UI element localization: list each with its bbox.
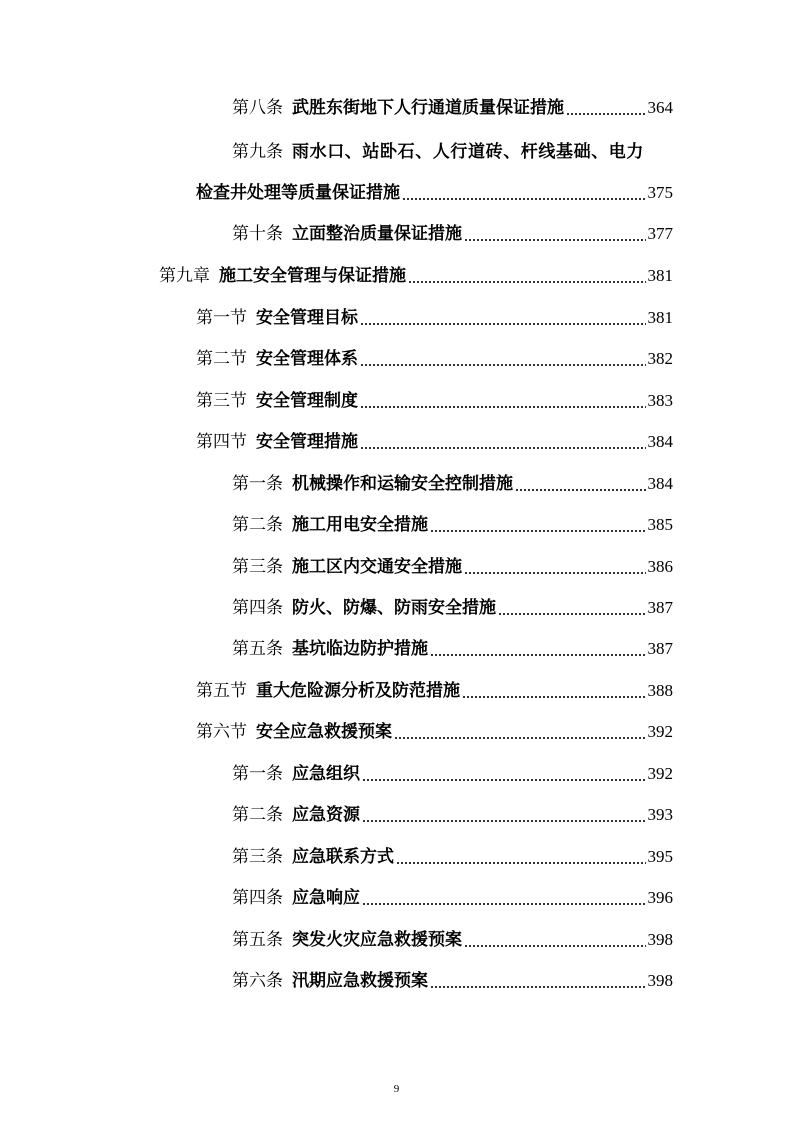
toc-entry[interactable] — [232, 804, 673, 826]
toc-entry[interactable] — [232, 141, 673, 163]
toc-entry-page: 396 — [647, 888, 673, 907]
toc-entry-page: 398 — [647, 930, 673, 949]
toc-entry-title: 应急组织 — [292, 764, 360, 784]
dot-leader — [464, 572, 646, 574]
page-number: 9 — [393, 1083, 400, 1095]
dot-leader — [464, 239, 646, 241]
toc-entry-title: 施工用电安全措施 — [292, 515, 428, 535]
dot-leader — [408, 281, 646, 283]
dot-leader — [566, 113, 646, 115]
toc-entry[interactable] — [196, 348, 673, 370]
toc-entry-number: 第一节 — [196, 308, 247, 328]
toc-entry-title: 武胜东街地下人行通道质量保证措施 — [292, 98, 564, 118]
toc-entry[interactable] — [232, 929, 673, 951]
toc-entry-number: 第三条 — [232, 557, 283, 577]
toc-entry-page: 398 — [647, 971, 673, 990]
toc-entry-number: 第二条 — [232, 515, 283, 535]
dot-leader — [430, 986, 646, 988]
toc-entry[interactable] — [196, 680, 673, 702]
dot-leader — [464, 945, 646, 947]
toc-entry-number: 第一条 — [232, 474, 283, 494]
toc-entry-title: 重大危险源分析及防范措施 — [256, 681, 460, 701]
toc-entry-title: 突发火灾应急救援预案 — [292, 930, 462, 950]
toc-entry-number: 第六节 — [196, 722, 247, 742]
toc-entry-page: 385 — [647, 515, 673, 534]
toc-entry-title: 应急响应 — [292, 888, 360, 908]
toc-entry-number: 第九条 — [232, 142, 283, 162]
toc-entry-page: 388 — [647, 681, 673, 700]
toc-entry-number: 第五条 — [232, 639, 283, 659]
dot-leader — [394, 737, 646, 739]
toc-entry-title: 汛期应急救援预案 — [292, 971, 428, 991]
toc-entry-page: 387 — [647, 639, 673, 658]
toc-entry-page: 382 — [647, 349, 673, 368]
dot-leader — [362, 779, 646, 781]
toc-entry-page: 392 — [647, 722, 673, 741]
toc-entry[interactable] — [232, 97, 673, 119]
toc-entry[interactable] — [232, 887, 673, 909]
toc-entry[interactable] — [232, 223, 673, 245]
toc-entry-page: 384 — [647, 474, 673, 493]
toc-entry-title: 基坑临边防护措施 — [292, 639, 428, 659]
toc-entry-page: 392 — [647, 764, 673, 783]
toc-entry-title: 应急资源 — [292, 805, 360, 825]
toc-entry-number: 第三条 — [232, 847, 283, 867]
dot-leader — [430, 654, 646, 656]
toc-entry-page: 383 — [647, 391, 673, 410]
toc-entry-page: 393 — [647, 805, 673, 824]
toc-entry-title: 施工安全管理与保证措施 — [219, 266, 406, 286]
dot-leader — [498, 613, 646, 615]
toc-entry-number: 第二条 — [232, 805, 283, 825]
dot-leader — [360, 406, 646, 408]
dot-leader — [515, 489, 646, 491]
toc-entry[interactable] — [232, 846, 673, 868]
toc-entry[interactable] — [232, 638, 673, 660]
toc-entry-continuation[interactable] — [196, 182, 673, 204]
toc-entry[interactable] — [196, 307, 673, 329]
toc-entry[interactable] — [232, 556, 673, 578]
dot-leader — [396, 862, 646, 864]
toc-entry[interactable] — [232, 473, 673, 495]
toc-entry-number: 第五节 — [196, 681, 247, 701]
dot-leader — [362, 820, 646, 822]
toc-entry-number: 第三节 — [196, 391, 247, 411]
toc-entry-page: 375 — [647, 183, 673, 202]
dot-leader — [402, 198, 646, 200]
toc-entry[interactable] — [196, 390, 673, 412]
toc-entry-page: 395 — [647, 847, 673, 866]
toc-entry-page: 387 — [647, 598, 673, 617]
toc-entry-title: 立面整治质量保证措施 — [292, 224, 462, 244]
toc-entry-number: 第一条 — [232, 764, 283, 784]
toc-entry-title: 应急联系方式 — [292, 847, 394, 867]
toc-entry-title: 安全管理制度 — [256, 391, 358, 411]
toc-entry-number: 第四条 — [232, 888, 283, 908]
toc-entry-title: 安全管理措施 — [256, 432, 358, 452]
toc-entry-number: 第九章 — [159, 266, 210, 286]
toc-entry-title: 检查井处理等质量保证措施 — [196, 183, 400, 203]
toc-entry[interactable] — [196, 721, 673, 743]
toc-entry[interactable] — [232, 597, 673, 619]
toc-entry-page: 377 — [647, 224, 673, 243]
toc-entry-number: 第四条 — [232, 598, 283, 618]
toc-entry-number: 第二节 — [196, 349, 247, 369]
toc-entry[interactable] — [232, 970, 673, 992]
dot-leader — [360, 447, 646, 449]
toc-entry-title: 施工区内交通安全措施 — [292, 557, 462, 577]
toc-entry-number: 第八条 — [232, 98, 283, 118]
toc-entry-number: 第十条 — [232, 224, 283, 244]
toc-entry-title: 防火、防爆、防雨安全措施 — [292, 598, 496, 618]
dot-leader — [362, 903, 646, 905]
toc-entry[interactable] — [196, 431, 673, 453]
toc-entry-page: 386 — [647, 557, 673, 576]
toc-entry-number: 第五条 — [232, 930, 283, 950]
toc-entry-number: 第四节 — [196, 432, 247, 452]
toc-entry-title: 雨水口、站卧石、人行道砖、杆线基础、电力 — [292, 142, 644, 162]
toc-entry-page: 381 — [647, 308, 673, 327]
toc-entry-title: 安全管理体系 — [256, 349, 358, 369]
toc-entry-title: 机械操作和运输安全控制措施 — [292, 474, 513, 494]
toc-entry-page: 381 — [647, 266, 673, 285]
toc-entry-title: 安全应急救援预案 — [256, 722, 392, 742]
dot-leader — [360, 364, 646, 366]
toc-entry[interactable] — [232, 763, 673, 785]
toc-chapter-entry[interactable] — [159, 265, 673, 287]
toc-entry-page: 384 — [647, 432, 673, 451]
dot-leader — [430, 530, 646, 532]
toc-entry[interactable] — [232, 514, 673, 536]
toc-entry-number: 第六条 — [232, 971, 283, 991]
dot-leader — [360, 323, 646, 325]
toc-entry-title: 安全管理目标 — [256, 308, 358, 328]
dot-leader — [462, 696, 646, 698]
toc-entry-page: 364 — [647, 98, 673, 117]
